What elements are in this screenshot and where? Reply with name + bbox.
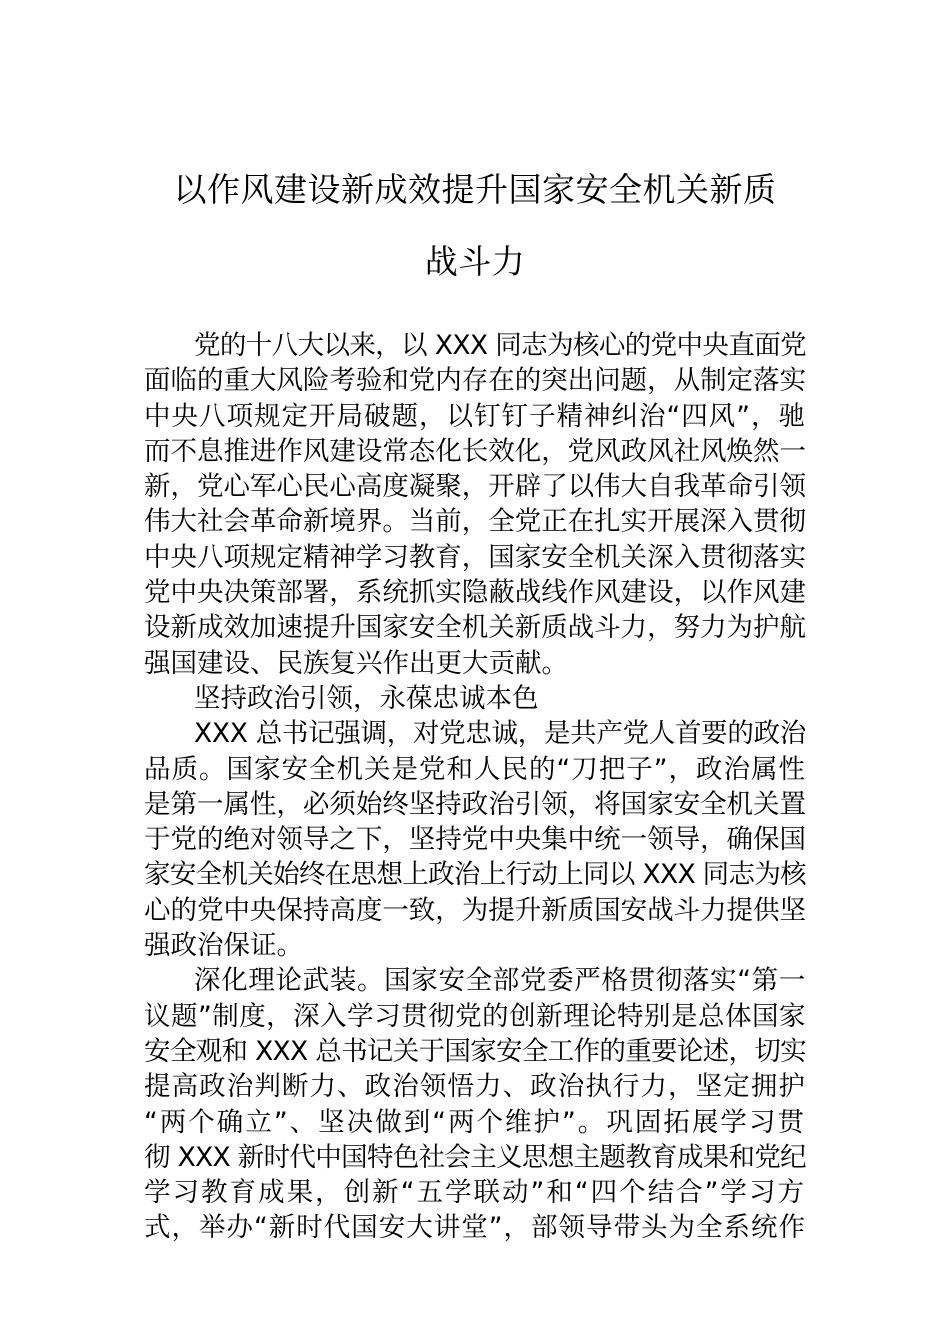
text-line: 安全观和 XXX 总书记关于国家安全工作的重要论述，切实 [144,1035,806,1067]
document-title-line-2: 战斗力 [424,242,526,281]
text-line: 党的十八大以来，以 XXX 同志为核心的党中央直面党 [194,330,806,361]
text-line: 设新成效加速提升国家安全机关新质战斗力，努力为护航 [144,612,806,644]
document-body [144,328,806,1246]
text-line: 伟大社会革命新境界。当前，全党正在扎实开展深入贯彻 [144,506,806,538]
text-line: 中央八项规定精神学习教育，国家安全机关深入贯彻落实 [144,541,806,573]
text-line: 强政治保证。 [144,930,303,962]
text-line: 议题”制度，深入学习贯彻党的创新理论特别是总体国家 [144,1000,806,1032]
section-heading: 坚持政治引领，永葆忠诚本色 [194,682,539,714]
text-line: 而不息推进作风建设常态化长效化，党风政风社风焕然一 [144,435,806,467]
text-line: 强国建设、民族复兴作出更大贡献。 [144,647,568,679]
text-line: 党中央决策部署，系统抓实隐蔽战线作风建设，以作风建 [144,577,806,609]
text-line: 是第一属性，必须始终坚持政治引领，将国家安全机关置 [144,788,806,820]
text-line: 心的党中央保持高度一致，为提升新质国安战斗力提供坚 [144,894,806,926]
text-line: “两个确立”、坚决做到“两个维护”。巩固拓展学习贯 [144,1106,806,1138]
text-line: 彻 XXX 新时代中国特色社会主义思想主题教育成果和党纪 [144,1141,806,1173]
text-line: 提高政治判断力、政治领悟力、政治执行力，坚定拥护 [144,1071,806,1103]
text-line: 学习教育成果，创新“五学联动”和“四个结合”学习方 [144,1177,806,1209]
text-line: 品质。国家安全机关是党和人民的“刀把子”，政治属性 [144,753,806,785]
text-line: 于党的绝对领导之下，坚持党中央集中统一领导，确保国 [144,824,806,856]
text-line: 深化理论武装。国家安全部党委严格贯彻落实“第一 [194,965,806,997]
text-line: 中央八项规定开局破题，以钉钉子精神纠治“四风”，驰 [144,400,806,432]
text-line: XXX 总书记强调，对党忠诚，是共产党人首要的政治 [194,718,806,750]
text-line: 家安全机关始终在思想上政治上行动上同以 XXX 同志为核 [144,859,806,891]
text-line: 面临的重大风险考验和党内存在的突出问题，从制定落实 [144,365,806,397]
text-line: 式，举办“新时代国安大讲堂”，部领导带头为全系统作 [144,1212,806,1244]
text-line: 新，党心军心民心高度凝聚，开辟了以伟大自我革命引领 [144,471,806,503]
document-title-line-1: 以作风建设新成效提升国家安全机关新质 [173,170,777,209]
